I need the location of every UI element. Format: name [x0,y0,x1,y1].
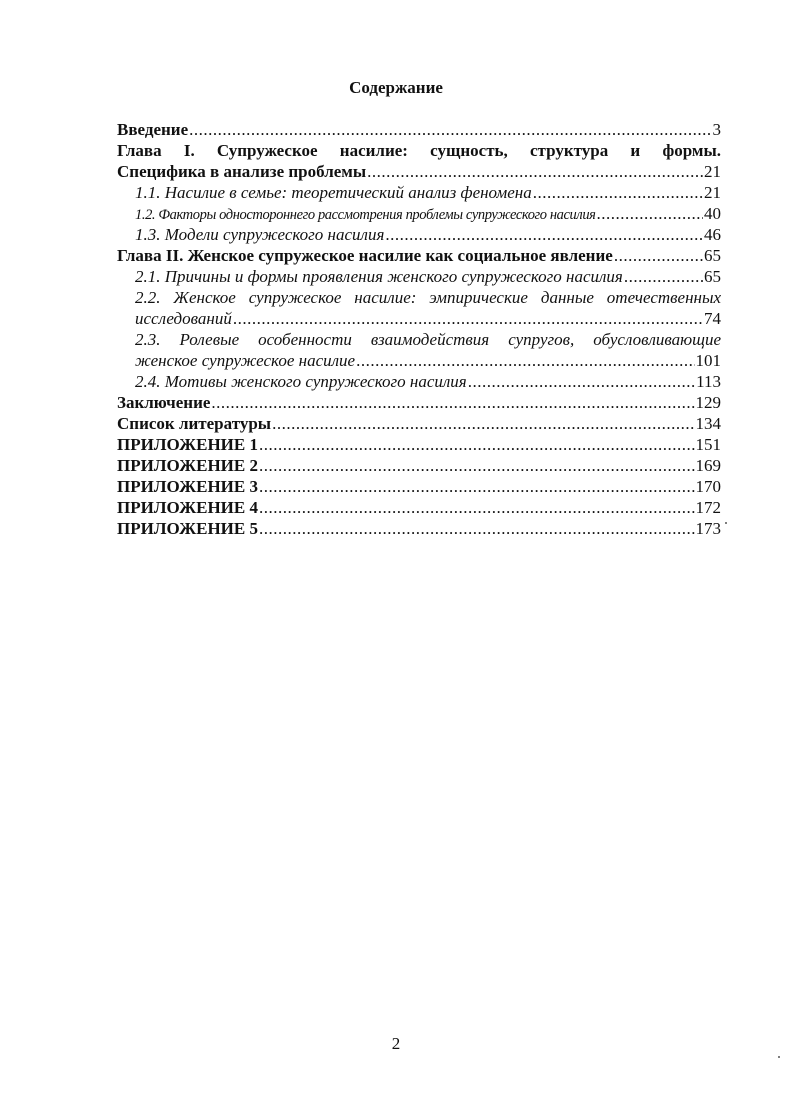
toc-entry-section-2-3-line1[interactable]: 2.3. Ролевые особенности взаимодействия супругов, обусловливающие [135,330,721,349]
leader-dots [624,266,703,287]
toc-entry-chapter2[interactable] [117,245,721,266]
toc-entry-label: 1.2. Факторы одностороннего рассмотрения проблемы супружеского насилия [135,207,596,223]
toc-entry-appendix-4[interactable] [117,497,721,518]
toc-entry-page: 21 [704,162,721,181]
toc-entry-page: 169 [695,456,721,475]
toc-entry-page: 151 [695,435,721,454]
toc-entry-label: 2.4. Мотивы женского супружеского насилия [135,372,467,391]
toc-entry-label: женское супружеское насилие [135,351,356,370]
toc-entry-page: 170 [695,477,721,496]
toc-entry-appendix-1[interactable] [117,434,721,455]
leader-dots [259,518,695,539]
toc-entry-page: 173 [695,519,721,538]
toc-entry-references[interactable] [117,413,721,434]
toc-entry-label: Введение [117,120,189,139]
toc-entry-page: 21 [704,183,721,202]
leader-dots [259,434,695,455]
toc-entry-label: ПРИЛОЖЕНИЕ 4 [117,498,258,517]
toc-entry-section-2-4[interactable] [117,371,721,392]
toc-entry-section-2-1[interactable] [117,266,721,287]
toc-entry-appendix-5[interactable] [117,518,721,539]
toc-entry-intro[interactable] [117,119,721,140]
toc-entry-page: 40 [704,204,721,223]
toc-entry-conclusion[interactable] [117,392,721,413]
toc-entry-appendix-3[interactable] [117,476,721,497]
toc-heading: Содержание [349,78,443,97]
leader-dots [211,392,694,413]
toc-entry-label: ПРИЛОЖЕНИЕ 1 [117,435,258,454]
leader-dots [189,119,711,140]
toc-entry-page: 65 [704,246,721,265]
toc-entry-label: 2.1. Причины и формы проявления женского супружеского насилия [135,267,623,286]
toc-entry-page: 172 [695,498,721,517]
toc-entry-label: Заключение [117,393,211,412]
leader-dots [533,182,703,203]
toc-entry-label: 1.1. Насилие в семье: теоретический анализ феномена [135,183,532,202]
toc-entry-section-1-1[interactable] [117,182,721,203]
leader-dots [468,371,695,392]
toc-entry-section-1-2[interactable] [117,203,721,224]
toc-entry-page: 113 [696,372,721,391]
toc-entry-section-2-3[interactable] [117,350,721,371]
toc-entry-label: ПРИЛОЖЕНИЕ 5 [117,519,258,538]
table-of-contents [117,119,721,539]
toc-entry-chapter1-line1[interactable]: Глава I. Супружеское насилие: сущность, структура и формы. [117,141,721,160]
toc-entry-label: Специфика в анализе проблемы [117,162,367,181]
toc-entry-label: Глава II. Женское супружеское насилие как социальное явление [117,246,613,265]
toc-entry-page: 74 [704,309,721,328]
toc-entry-label: Список литературы [117,414,272,433]
leader-dots [367,161,703,182]
toc-entry-label: исследований [135,309,232,328]
page-number: 2 [391,1034,401,1053]
leader-dots [614,245,703,266]
toc-entry-page: 129 [695,393,721,412]
toc-entry-section-2-2-line1[interactable]: 2.2. Женское супружеское насилие: эмпирические данные отечественных [135,288,721,307]
leader-dots [233,308,703,329]
toc-entry-page: 46 [704,225,721,244]
toc-entry-label: ПРИЛОЖЕНИЕ 3 [117,477,258,496]
toc-entry-page: 134 [695,414,721,433]
toc-entry-label: ПРИЛОЖЕНИЕ 2 [117,456,258,475]
toc-entry-chapter1[interactable] [117,161,721,182]
leader-dots [259,497,695,518]
toc-entry-section-2-2[interactable] [117,308,721,329]
toc-entry-page: 3 [712,120,721,139]
scan-speck [725,522,727,524]
leader-dots [356,350,694,371]
toc-entry-page: 65 [704,267,721,286]
leader-dots [597,203,703,224]
scan-speck [778,1056,780,1058]
toc-entry-page: 101 [695,351,721,370]
toc-entry-appendix-2[interactable] [117,455,721,476]
leader-dots [385,224,703,245]
leader-dots [272,413,694,434]
toc-entry-label: 1.3. Модели супружеского насилия [135,225,385,244]
leader-dots [259,455,695,476]
leader-dots [259,476,695,497]
toc-entry-section-1-3[interactable] [117,224,721,245]
